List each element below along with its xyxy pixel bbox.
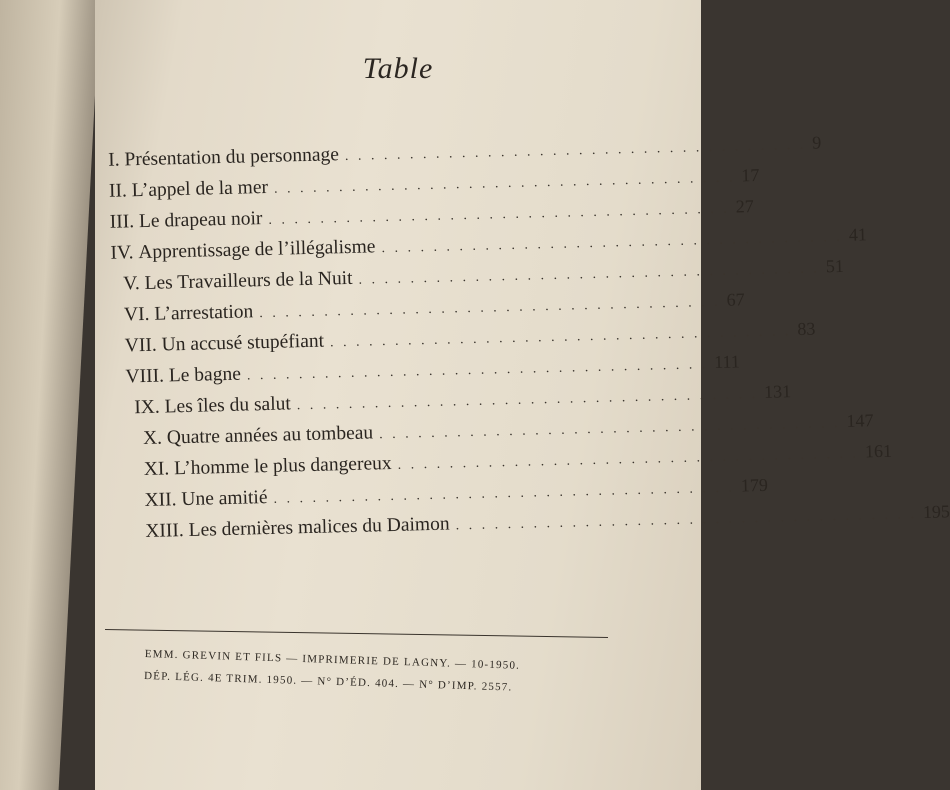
toc-leader-dots: . . . . . . . . . . . . . . . . . . . . . . . . . . . . . . . . . . . . (329, 324, 792, 351)
toc-leader-dots: . . . . . . . . . . . . . . . . . . . . . . . . . . . . . . . . . . . . (455, 507, 918, 534)
toc-leader-dots: . . . . . . . . . . . . . . . . . . . . . . . . . . . . . . . . . . . . (273, 480, 736, 507)
toc-leader-dots: . . . . . . . . . . . . . . . . . . . . . . . . . . . . . . . . . . . . (381, 229, 844, 257)
toc-entry-number: III. (109, 211, 135, 233)
toc-entry-title: Quatre années au tombeau (166, 422, 374, 449)
toc-entry-page: 147 (846, 410, 874, 431)
toc-leader-dots: . . . . . . . . . . . . . . . . . . . . . . . . . . . . . . . . . . . . (397, 446, 860, 473)
toc-entry-page: 195 (922, 501, 950, 522)
toc-leader-dots: . . . . . . . . . . . . . . . . . . . . . . . . . . . . . . . . . . . . (344, 137, 807, 165)
toc-entry-title: Les îles du salut (164, 393, 292, 418)
toc-entry-title: Présentation du personnage (124, 144, 340, 171)
toc-entry-title: Un accusé stupéfiant (161, 330, 325, 356)
toc-entry-number: II. (108, 180, 128, 202)
toc-entry-number: XIII. (145, 520, 185, 543)
toc-leader-dots: . . . . . . . . . . . . . . . . . . . . . . . . . . . . . . . . . . . . (358, 261, 821, 288)
toc-entry-page: 27 (735, 196, 754, 217)
toc-entry-number: XII. (144, 489, 177, 512)
toc-entry-number: XI. (143, 458, 170, 481)
toc-entry-page: 67 (726, 289, 745, 310)
toc-leader-dots: . . . . . . . . . . . . . . . . . . . . . . . . . . . . . . . . . . . . (268, 201, 730, 228)
toc-entry-title: Les Travailleurs de la Nuit (144, 267, 353, 294)
toc-entry-title: Le bagne (168, 363, 242, 387)
toc-entry-title: L’appel de la mer (131, 176, 269, 202)
toc-entry-title: Apprentissage de l’illégalisme (138, 236, 376, 264)
page-title: Table (362, 52, 434, 85)
previous-page-edge (0, 0, 100, 790)
imprint-line-1: EMM. GREVIN ET FILS — IMPRIMERIE DE LAGNY. — 10-1950. (144, 648, 521, 672)
toc-leader-dots: . . . . . . . . . . . . . . . . . . . . . . . . . . . . . . . . . . . . (378, 415, 841, 443)
toc-entry-page: 83 (797, 318, 816, 340)
toc-entry-title: L’arrestation (154, 301, 254, 325)
toc-entry-page: 111 (713, 351, 741, 373)
toc-entry-page: 17 (741, 164, 760, 186)
toc-leader-dots: . . . . . . . . . . . . . . . . . . . . . . . . . . . . . . . . . . . . (259, 294, 721, 322)
toc-entry-title: Les dernières malices du Daimon (188, 513, 450, 541)
toc-leader-dots: . . . . . . . . . . . . . . . . . . . . . . . . . . . . . . . . . . . . (246, 357, 709, 384)
toc-entry-number: X. (142, 427, 163, 450)
toc-entry-page: 41 (848, 224, 868, 245)
toc-entry-title: L’homme le plus dangereux (173, 452, 392, 480)
toc-entry-page: 9 (811, 132, 822, 153)
toc-entry-number: IX. (134, 396, 161, 419)
toc-entry-page: 51 (825, 255, 845, 277)
toc-entry-number: IV. (110, 242, 134, 264)
toc-entry-number: I. (107, 149, 120, 171)
toc-entry-title: Une amitié (181, 487, 268, 511)
toc-entry-number: VIII. (125, 365, 165, 388)
toc-entry-title: Le drapeau noir (138, 208, 263, 233)
table-of-contents (100, 132, 950, 553)
toc-entry-page: 131 (763, 381, 792, 402)
toc-leader-dots: . . . . . . . . . . . . . . . . . . . . . . . . . . . . . . . . . . . . (296, 386, 759, 414)
toc-entry-number: V. (123, 273, 140, 295)
toc-entry-page: 161 (864, 440, 893, 462)
toc-entry-number: VII. (124, 334, 157, 357)
toc-entry-number: VI. (123, 303, 150, 326)
toc-leader-dots: . . . . . . . . . . . . . . . . . . . . . . . . . . . . . . . . . . . . (273, 170, 736, 197)
toc-entry-page: 179 (740, 474, 769, 496)
imprint-line-2: DÉP. LÉG. 4E TRIM. 1950. — N° D’ÉD. 404. — N° D’IMP. 2557. (143, 669, 513, 694)
